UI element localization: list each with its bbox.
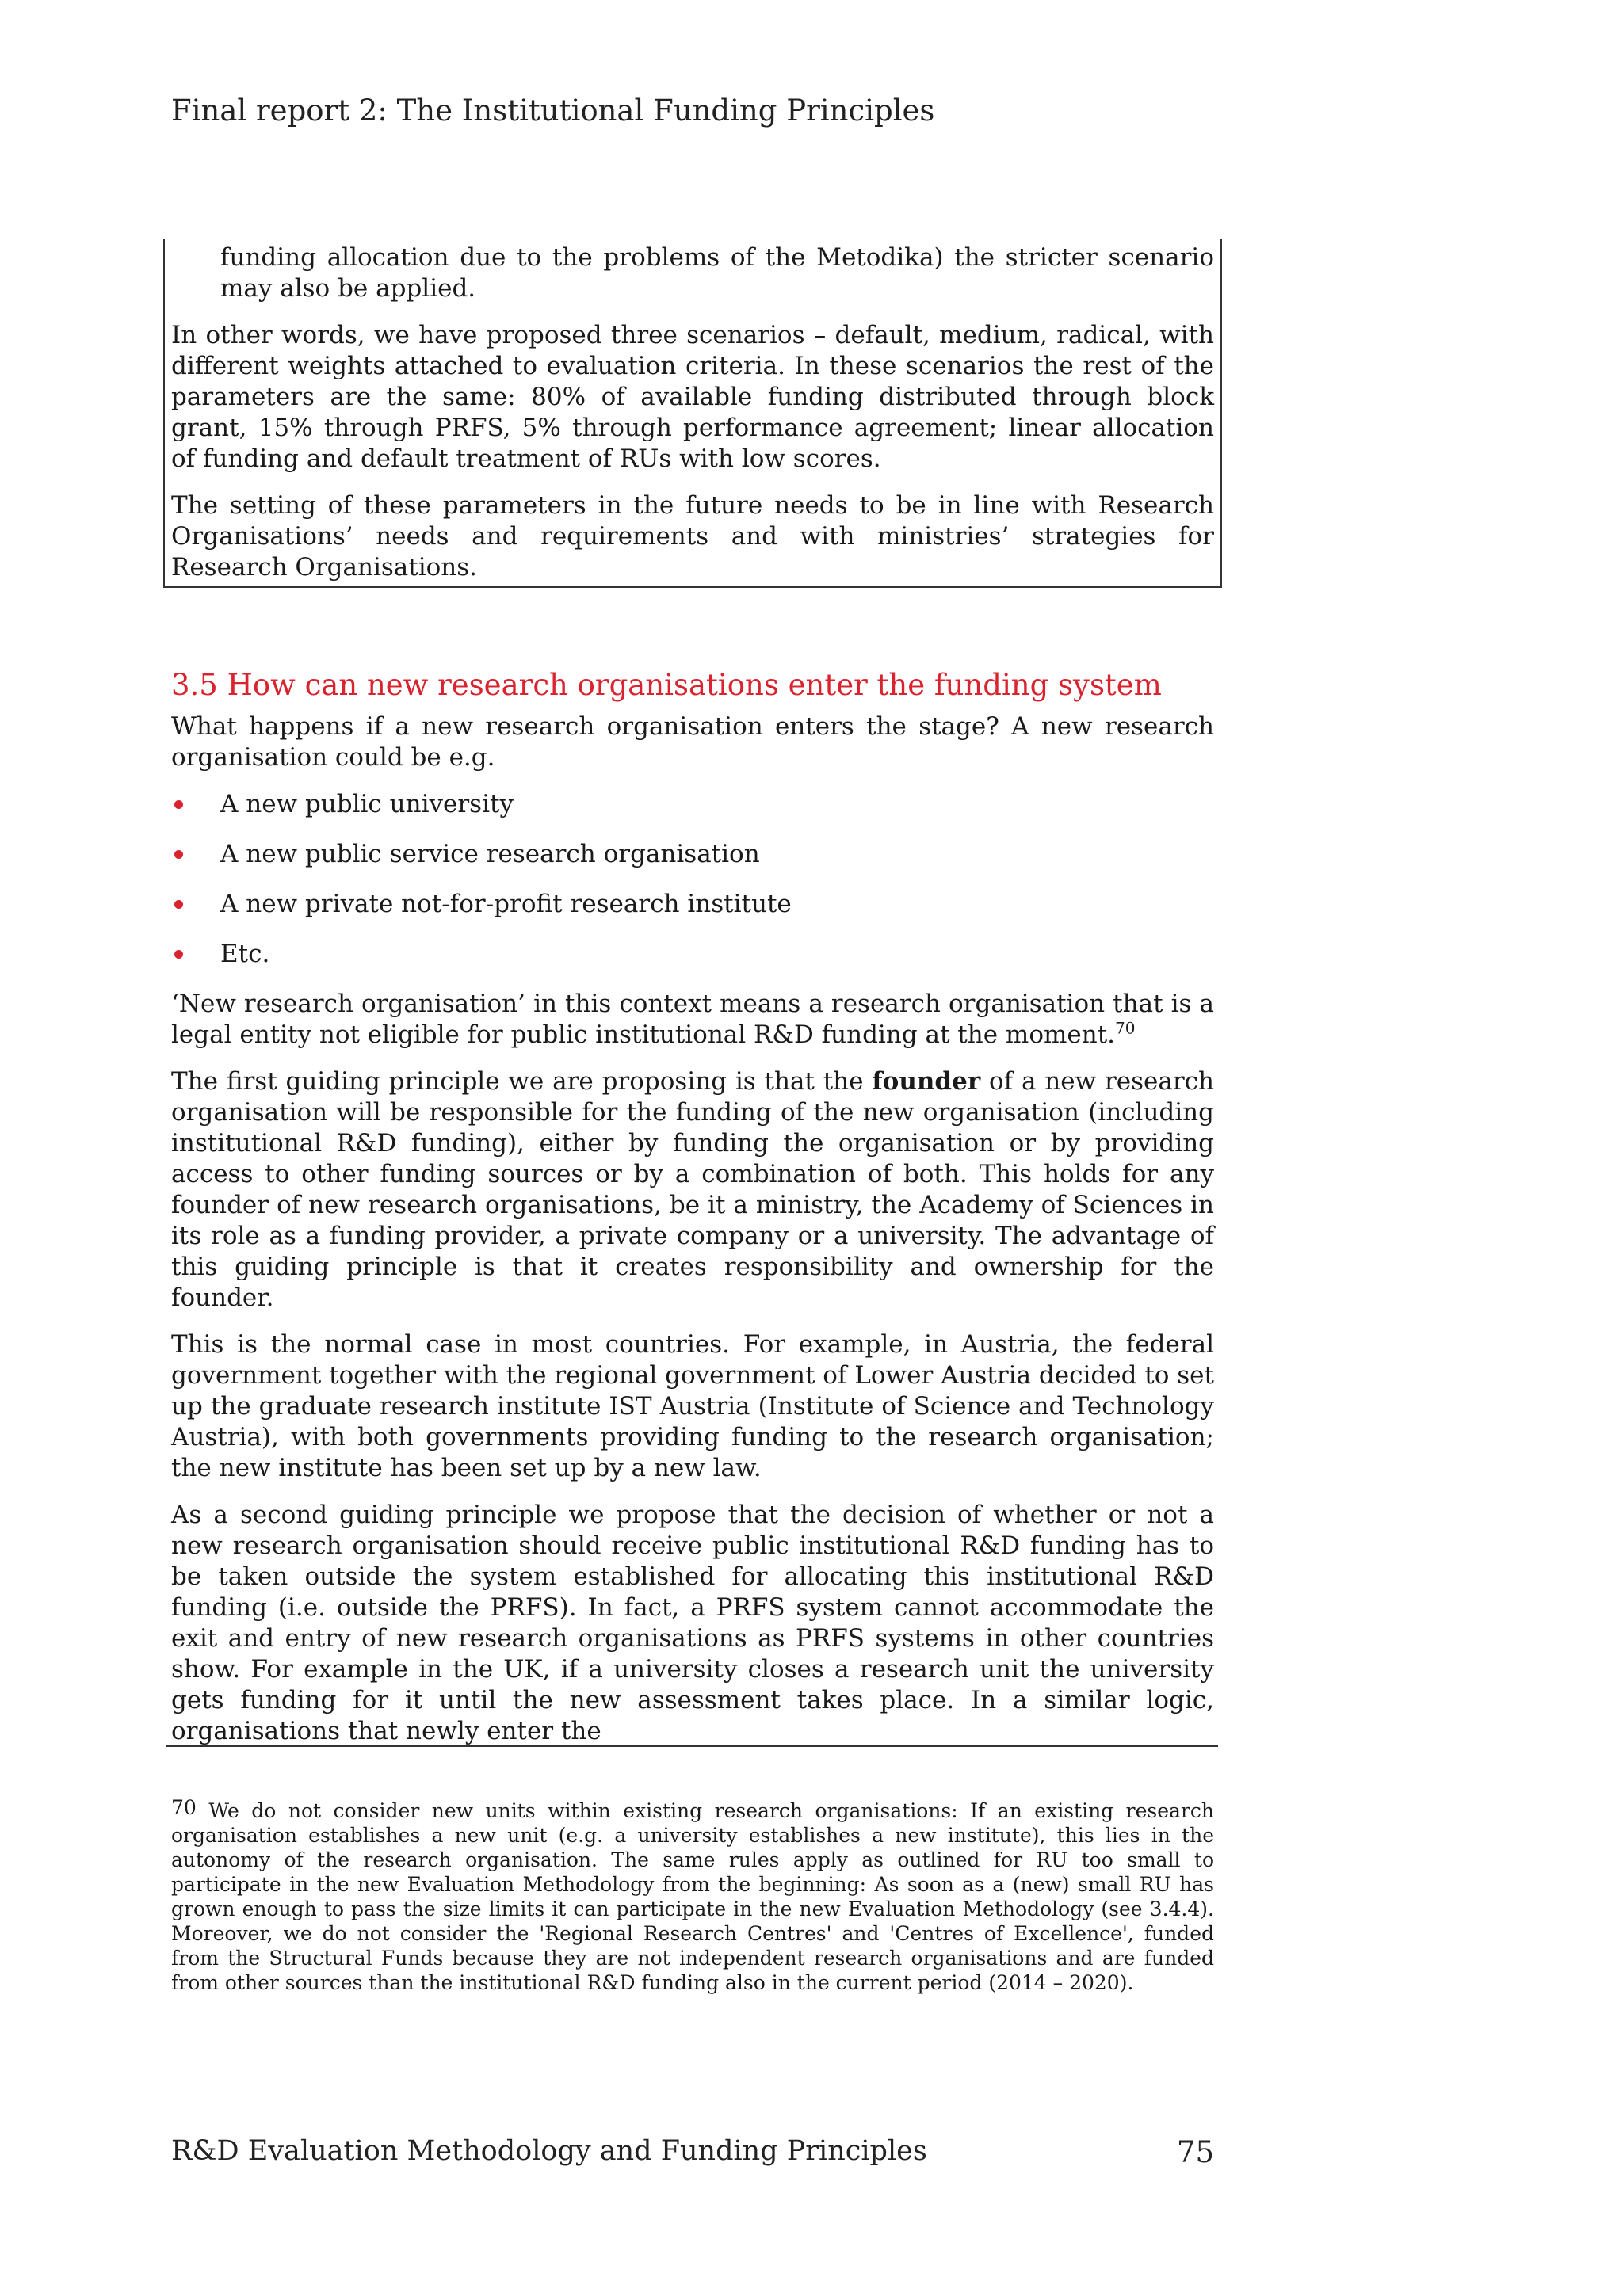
bullet-icon — [174, 900, 183, 909]
section-heading: 3.5 How can new research organisations enter the funding system — [171, 668, 1162, 702]
box-paragraph-scenarios: In other words, we have proposed three scenarios – default, medium, radical, with different weights attached to evaluation criteria. In these scenarios the rest of the parameters are the same: 80% of available funding distributed through block grant, 15% through PRFS, 5% through performance agreement; linear allocation of funding and default treatment of RUs with low scores. — [171, 321, 1214, 473]
bullet-icon — [174, 800, 183, 809]
footnote-text: We do not consider new units within existing research organisations: If an existing research organisation establishes a new unit (e.g. a university establishes a new institute), this lies in the autonomy of the research organisation. The same rules apply as outlined for RU too small to participate in the new Evaluation Methodology from the beginning: As soon as a (new) small RU has grown enough to pass the size limits it can participate in the new Evaluation Methodology (see 3.4.4). Moreover, we do not consider the 'Regional Research Centres' and 'Centres of Excellence', funded from the Structural Funds because they are not independent research organisations and are funded from other sources than the institutional R&D funding also in the current period (2014 – 2020). — [171, 1799, 1214, 1994]
principle-two-paragraph: As a second guiding principle we propose that the decision of whether or not a new research organisation should receive public institutional R&D funding has to be taken outside the system established for allocating this institutional R&D funding (i.e. outside the PRFS). In fact, a PRFS system cannot accommodate the exit and entry of new research organisations as PRFS systems in other countries show. For example in the UK, if a university closes a research unit the university gets funding for it until the new assessment takes place. In a similar logic, organisations that newly enter the — [171, 1501, 1214, 1745]
running-header: Final report 2: The Institutional Funding Principles — [171, 93, 935, 128]
principle-one-paragraph: The first guiding principle we are proposing is that the founder of a new research organisation will be responsible for the funding of the new organisation (including institutional R&D funding), either by funding the organisation or by providing access to other funding sources or by a combination of both. This holds for any founder of new research organisations, be it a ministry, the Academy of Sciences in its role as a funding provider, a private company or a university. The advantage of this guiding principle is that it creates responsibility and ownership for the founder. — [171, 1067, 1214, 1312]
page-number: 75 — [1176, 2135, 1214, 2169]
definition-paragraph: ‘New research organisation’ in this context means a research organisation that is a legal entity not eligible for public institutional R&D funding at the moment.$^{70}$ — [171, 990, 1214, 1049]
section-body — [171, 711, 1214, 1763]
list-item: A new private not-for-profit research institute — [171, 889, 1214, 920]
austria-paragraph: This is the normal case in most countries. For example, in Austria, the federal government together with the regional government of Lower Austria decided to set up the graduate research institute IST Austria (Institute of Science and Technology Austria), with both governments providing funding to the research organisation; the new institute has been set up by a new law. — [171, 1330, 1214, 1482]
box-paragraph-parameters: The setting of these parameters in the future needs to be in line with Research Organisations’ needs and requirements and with ministries’ strategies for Research Organisations. — [171, 491, 1214, 582]
intro-paragraph: What happens if a new research organisation enters the stage? A new research organisation could be e.g. — [171, 712, 1214, 772]
footer-title: R&D Evaluation Methodology and Funding Principles — [171, 2135, 927, 2167]
footnote-divider — [166, 1745, 1218, 1747]
footnote-number: 70 — [171, 1796, 197, 1819]
text-box-content — [171, 242, 1214, 599]
list-item: Etc. — [171, 939, 1214, 970]
footnote-reference[interactable]: 70 — [1115, 1018, 1136, 1038]
footnote — [171, 1798, 1214, 1995]
text-box — [163, 239, 1222, 588]
box-paragraph-continuation: funding allocation due to the problems of the Metodika) the stricter scenario may also be applied. — [220, 243, 1214, 303]
bullet-list — [171, 789, 1214, 970]
founder-emphasis: founder — [872, 1067, 981, 1096]
list-item: A new public service research organisation — [171, 839, 1214, 870]
bullet-icon — [174, 850, 183, 859]
list-item: A new public university — [171, 789, 1214, 820]
bullet-icon — [174, 950, 183, 959]
